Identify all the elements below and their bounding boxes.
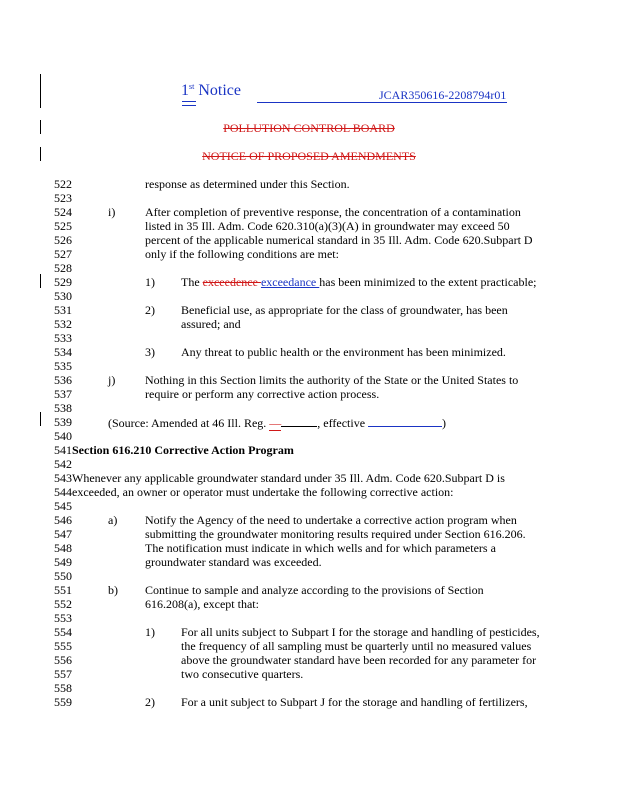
line-number: 544 bbox=[54, 485, 72, 499]
body-line: Continue to sample and analyze according to the provisions of Section bbox=[145, 583, 484, 597]
body-line: Any threat to public health or the environment has been minimized. bbox=[181, 345, 506, 359]
line-number: 532 bbox=[54, 317, 72, 331]
line-number: 531 bbox=[54, 303, 72, 317]
change-bar bbox=[40, 74, 41, 108]
line-number: 523 bbox=[54, 191, 72, 205]
item-label-a: a) bbox=[108, 513, 118, 527]
body-line: percent of the applicable numerical standard in 35 Ill. Adm. Code 620.Subpart D bbox=[145, 233, 533, 247]
agency-name: POLLUTION CONTROL BOARD bbox=[223, 121, 395, 135]
body-line: two consecutive quarters. bbox=[181, 667, 304, 681]
line-number: 556 bbox=[54, 653, 72, 667]
line-number: 538 bbox=[54, 401, 72, 415]
line-number: 554 bbox=[54, 625, 72, 639]
body-line: groundwater standard was exceeded. bbox=[145, 555, 322, 569]
condition-1: The exceedence exceedance has been minimized to the extent practicable; bbox=[181, 275, 537, 289]
deleted-text: exceedence bbox=[202, 275, 261, 289]
line-number: 529 bbox=[54, 275, 72, 289]
line-number: 543 bbox=[54, 471, 72, 485]
body-line: the frequency of all sampling must be quarterly until no measured values bbox=[181, 639, 532, 653]
subitem-label-3: 3) bbox=[145, 345, 155, 359]
line-number: 526 bbox=[54, 233, 72, 247]
subitem-label-b2: 2) bbox=[145, 695, 155, 709]
body-line: For all units subject to Subpart I for the storage and handling of pesticides, bbox=[181, 625, 540, 639]
line-number: 535 bbox=[54, 359, 72, 373]
body-line: submitting the groundwater monitoring results required under Section 616.206. bbox=[145, 527, 526, 541]
notice-superscript: st bbox=[189, 82, 195, 91]
line-number: 530 bbox=[54, 289, 72, 303]
line-number: 522 bbox=[54, 177, 72, 191]
body-line: 616.208(a), except that: bbox=[145, 597, 259, 611]
section-heading: Section 616.210 Corrective Action Program bbox=[72, 443, 294, 457]
body-line: Notify the Agency of the need to undertake a corrective action program when bbox=[145, 513, 517, 527]
item-label-j: j) bbox=[108, 373, 116, 387]
line-number: 558 bbox=[54, 681, 72, 695]
body-line: Beneficial use, as appropriate for the class of groundwater, has been bbox=[181, 303, 508, 317]
line-number: 540 bbox=[54, 429, 72, 443]
notice-number: 1 bbox=[181, 82, 189, 99]
body-line: above the groundwater standard have been recorded for any parameter for bbox=[181, 653, 537, 667]
inserted-text: exceedance bbox=[260, 275, 320, 289]
line-number: 553 bbox=[54, 611, 72, 625]
line-number: 548 bbox=[54, 541, 72, 555]
line-number: 546 bbox=[54, 513, 72, 527]
line-number: 524 bbox=[54, 205, 72, 219]
line-number: 534 bbox=[54, 345, 72, 359]
line-number: 533 bbox=[54, 331, 72, 345]
jcar-id: JCAR350616-2208794r01 bbox=[379, 88, 507, 102]
line-number: 557 bbox=[54, 667, 72, 681]
line-number: 547 bbox=[54, 527, 72, 541]
body-line: Nothing in this Section limits the authority of the State or the United States to bbox=[145, 373, 519, 387]
item-label-b: b) bbox=[108, 583, 118, 597]
change-bar bbox=[40, 412, 41, 426]
body-line: listed in 35 Ill. Adm. Code 620.310(a)(3)(A) in groundwater may exceed 50 bbox=[145, 219, 510, 233]
line-number: 539 bbox=[54, 415, 72, 429]
body-line: assured; and bbox=[181, 317, 241, 331]
line-number: 528 bbox=[54, 261, 72, 275]
notice-header bbox=[181, 82, 241, 100]
body-line: only if the following conditions are met: bbox=[145, 247, 339, 261]
item-label-i: i) bbox=[108, 205, 116, 219]
body-line: After completion of preventive response, the concentration of a contamination bbox=[145, 205, 521, 219]
line-number: 536 bbox=[54, 373, 72, 387]
body-line: exceeded, an owner or operator must undertake the following corrective action: bbox=[72, 485, 454, 499]
body-line: Whenever any applicable groundwater standard under 35 Ill. Adm. Code 620.Subpart D is bbox=[72, 471, 505, 485]
line-number: 549 bbox=[54, 555, 72, 569]
line-number: 537 bbox=[54, 387, 72, 401]
line-number: 541 bbox=[54, 443, 72, 457]
subitem-label-1: 1) bbox=[145, 275, 155, 289]
line-number: 552 bbox=[54, 597, 72, 611]
line-number: 527 bbox=[54, 247, 72, 261]
notice-double-underline bbox=[182, 101, 196, 106]
line-number: 545 bbox=[54, 499, 72, 513]
body-line: The notification must indicate in which wells and for which parameters a bbox=[145, 541, 496, 555]
reg-blank bbox=[281, 415, 317, 427]
body-line: require or perform any corrective action process. bbox=[145, 387, 380, 401]
body-line: response as determined under this Section. bbox=[145, 177, 350, 191]
change-bar bbox=[40, 274, 41, 288]
line-number: 542 bbox=[54, 457, 72, 471]
body-line: For a unit subject to Subpart J for the storage and handling of fertilizers, bbox=[181, 695, 528, 709]
line-number: 551 bbox=[54, 583, 72, 597]
line-number: 555 bbox=[54, 639, 72, 653]
notice-type: NOTICE OF PROPOSED AMENDMENTS bbox=[202, 149, 416, 163]
line-number: 550 bbox=[54, 569, 72, 583]
notice-label: Notice bbox=[198, 82, 241, 99]
line-number: 525 bbox=[54, 219, 72, 233]
line-number: 559 bbox=[54, 695, 72, 709]
subitem-label-b1: 1) bbox=[145, 625, 155, 639]
source-mark: — bbox=[269, 416, 282, 430]
effective-blank bbox=[368, 415, 442, 427]
source-note: (Source: Amended at 46 Ill. Reg. — , effective ) bbox=[108, 416, 447, 430]
subitem-label-2: 2) bbox=[145, 303, 155, 317]
